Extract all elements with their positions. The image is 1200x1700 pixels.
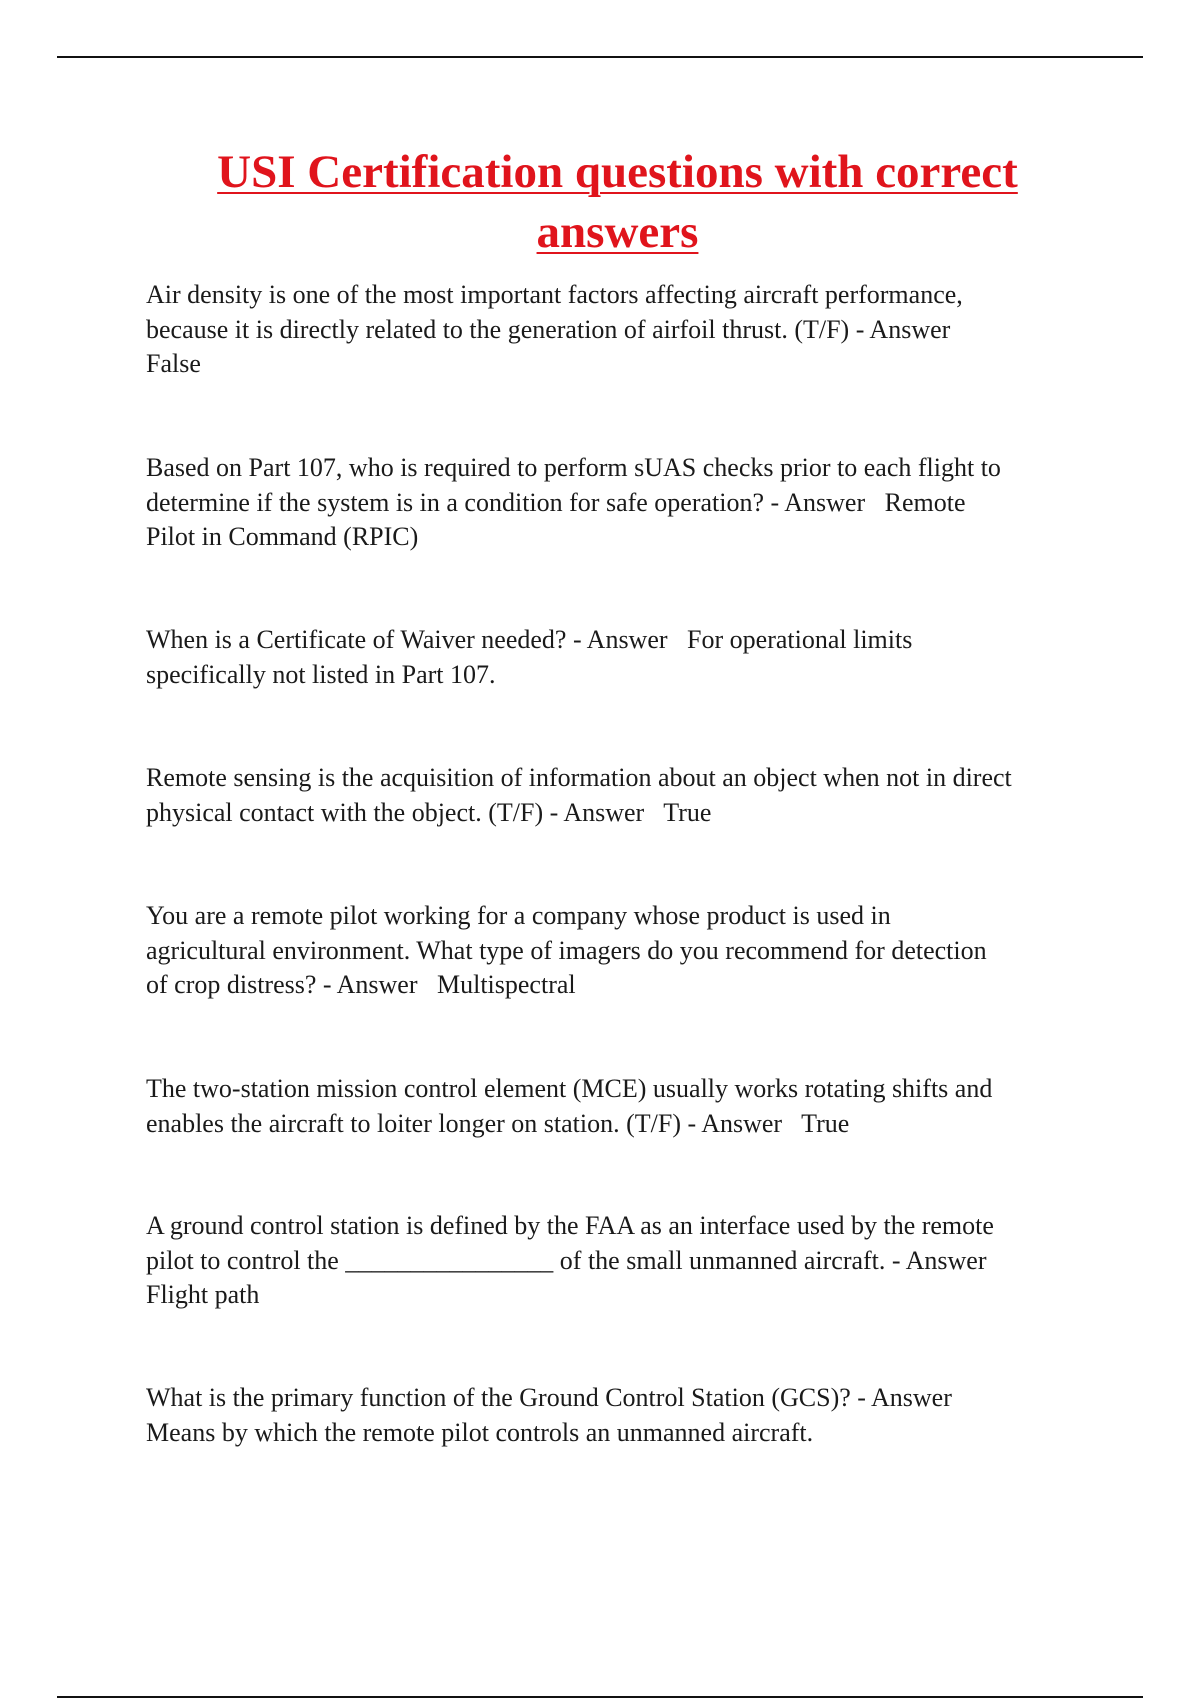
qa-item-part-107-checks: Based on Part 107, who is required to perform sUAS checks prior to each flight to determine if the system is in a condition for safe operation? - Answer Remote Pilot in Command (RPIC): [146, 453, 1001, 551]
qa-item-imagers: You are a remote pilot working for a company whose product is used in agricultural environment. What type of imagers do you recommend for detection of crop distress? - Answer Multispectral: [146, 901, 987, 999]
document-title: USI Certification questions with correct answers: [217, 146, 1018, 258]
header-rule: [57, 56, 1143, 58]
qa-item-remote-sensing: Remote sensing is the acquisition of information about an object when not in direct physical contact with the object. (T/F) - Answer True: [146, 763, 1012, 827]
qa-item-gcs-function: What is the primary function of the Ground Control Station (GCS)? - Answer Means by which the remote pilot controls an unmanned aircraft.: [146, 1383, 952, 1447]
qa-item-air-density: Air density is one of the most important factors affecting aircraft performance, because it is directly related to the generation of airfoil thrust. (T/F) - Answer False: [146, 280, 963, 378]
qa-item-mce: The two-station mission control element (MCE) usually works rotating shifts and enables the aircraft to loiter longer on station. (T/F) - Answer True: [146, 1074, 993, 1138]
qa-item-ground-control-station: A ground control station is defined by the FAA as an interface used by the remote pilot to control the ________________ of the small unmanned aircraft. - Answer Flight path: [146, 1211, 994, 1309]
footer-rule: [57, 1696, 1143, 1698]
qa-item-certificate-of-waiver: When is a Certificate of Waiver needed? - Answer For operational limits specifically not listed in Part 107.: [146, 625, 913, 689]
